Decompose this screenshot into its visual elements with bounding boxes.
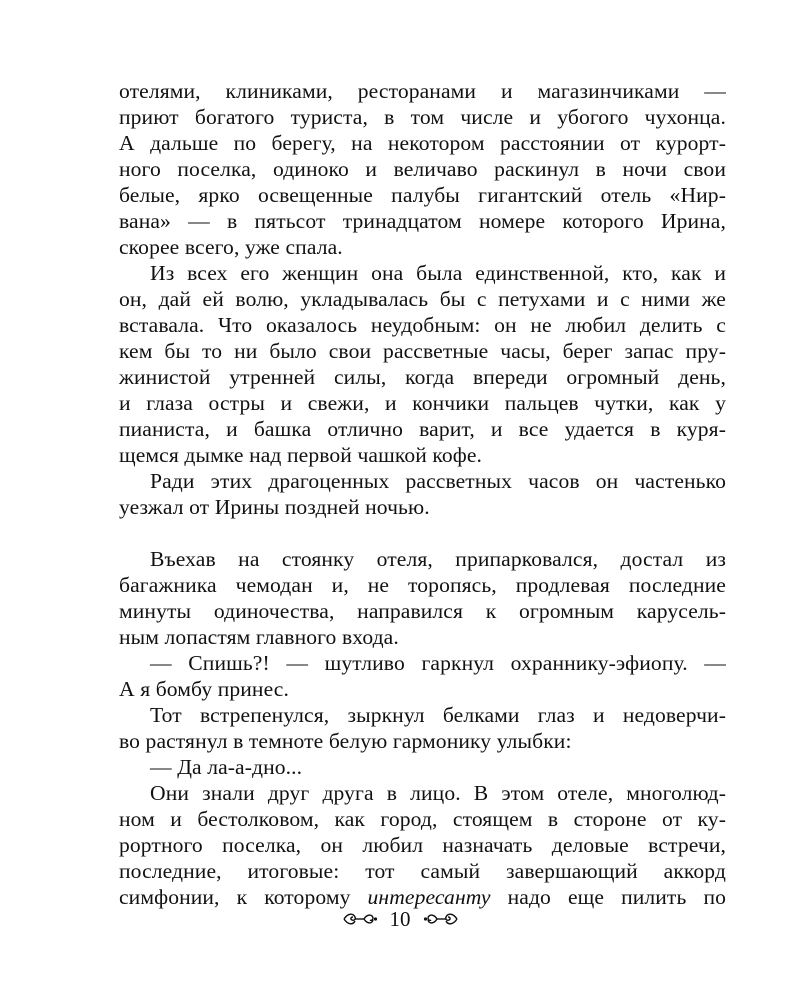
text-line [119,234,726,260]
paragraph [119,78,726,260]
paragraph [119,260,726,468]
line-text: во растянул в темноте белую гармонику улыбки: [119,729,572,753]
text-line [119,754,726,780]
paragraph-break [119,520,726,546]
text-line [119,832,726,858]
page-footer [0,905,800,933]
italic-word: интересанту [367,885,491,909]
text-line [119,312,726,338]
line-text: вана» — в пятьсот тринадцатом номере которого Ирина, [119,209,726,233]
line-text: — Спишь?! — шутливо гаркнул охраннику-эфиопу. — [150,651,726,675]
text-line [119,182,726,208]
text-line [119,260,726,286]
text-line [119,416,726,442]
line-text: жинистой утренней силы, когда впереди огромный день, [119,365,726,389]
page-number: 10 [389,906,411,931]
line-text: ным лопастям главного входа. [119,625,399,649]
text-line [119,130,726,156]
line-text: Из всех его женщин она была единственной, кто, как и [150,261,726,285]
line-text: скорее всего, уже спала. [119,235,343,259]
text-line [119,702,726,728]
text-line [119,598,726,624]
text-line [119,494,726,520]
paragraph [119,546,726,650]
paragraph [119,650,726,702]
fleuron-right-icon [423,910,459,928]
line-text: Тот встрепенулся, зыркнул белками глаз и недоверчи- [150,703,726,727]
text-line [119,624,726,650]
line-text: он, дай ей волю, укладывалась бы с петухами и с ними же [119,287,726,311]
text-line [119,208,726,234]
text-line [119,546,726,572]
text-line [119,650,726,676]
line-text: Они знали друг друга в лицо. В этом отеле, многолюд- [150,781,726,805]
line-text: рортного поселка, он любил назначать деловые встречи, [119,833,726,857]
text-line [119,468,726,494]
line-text: последние, итоговые: тот самый завершающий аккорд [119,859,726,883]
paragraph [119,702,726,754]
text-line [119,806,726,832]
paragraph [119,468,726,520]
text-line [119,780,726,806]
line-text: приют богатого туриста, в том числе и убогого чухонца. [119,105,726,129]
line-text: — Да ла-а-дно... [150,755,303,779]
text-line [119,442,726,468]
line-text: симфонии, к которому [119,885,368,909]
text-line [119,572,726,598]
paragraph [119,754,726,780]
line-text: минуты одиночества, направился к огромным карусель- [119,599,726,623]
line-text: и глаза остры и свежи, и кончики пальцев чутки, как у [119,391,726,415]
text-line [119,858,726,884]
line-text: Ради этих драгоценных рассветных часов он частенько [150,469,726,493]
text-line [119,286,726,312]
line-text: белые, ярко освещенные палубы гигантский отель «Нир- [119,183,726,207]
text-line [119,78,726,104]
text-line [119,676,726,702]
text-line [119,728,726,754]
paragraph [119,780,726,910]
line-text: надо еще пилить по [490,885,726,909]
line-text: кем бы то ни было свои рассветные часы, берег запас пру- [119,339,726,363]
text-line [119,104,726,130]
line-text: пианиста, и башка отлично варит, и все удается в куря- [119,417,726,441]
line-text: ном и бестолковом, как город, стоящем в стороне от ку- [119,807,726,831]
page-body [119,78,726,910]
line-text: отелями, клиниками, ресторанами и магазинчиками — [119,79,726,103]
line-text: А я бомбу принес. [119,677,289,701]
line-text: багажника чемодан и, не торопясь, продлевая последние [119,573,726,597]
text-line [119,364,726,390]
text-line [119,156,726,182]
line-text: вставала. Что оказалось неудобным: он не любил делить с [119,313,726,337]
line-text: уезжал от Ирины поздней ночью. [119,495,430,519]
line-text: щемся дымке над первой чашкой кофе. [119,443,483,467]
line-text: Въехав на стоянку отеля, припарковался, достал из [150,547,726,571]
text-line [119,390,726,416]
fleuron-left-icon [342,910,378,928]
line-text: А дальше по берегу, на некотором расстоянии от курорт- [119,131,726,155]
text-line [119,338,726,364]
line-text: ного поселка, одиноко и величаво раскинул в ночи свои [119,157,726,181]
